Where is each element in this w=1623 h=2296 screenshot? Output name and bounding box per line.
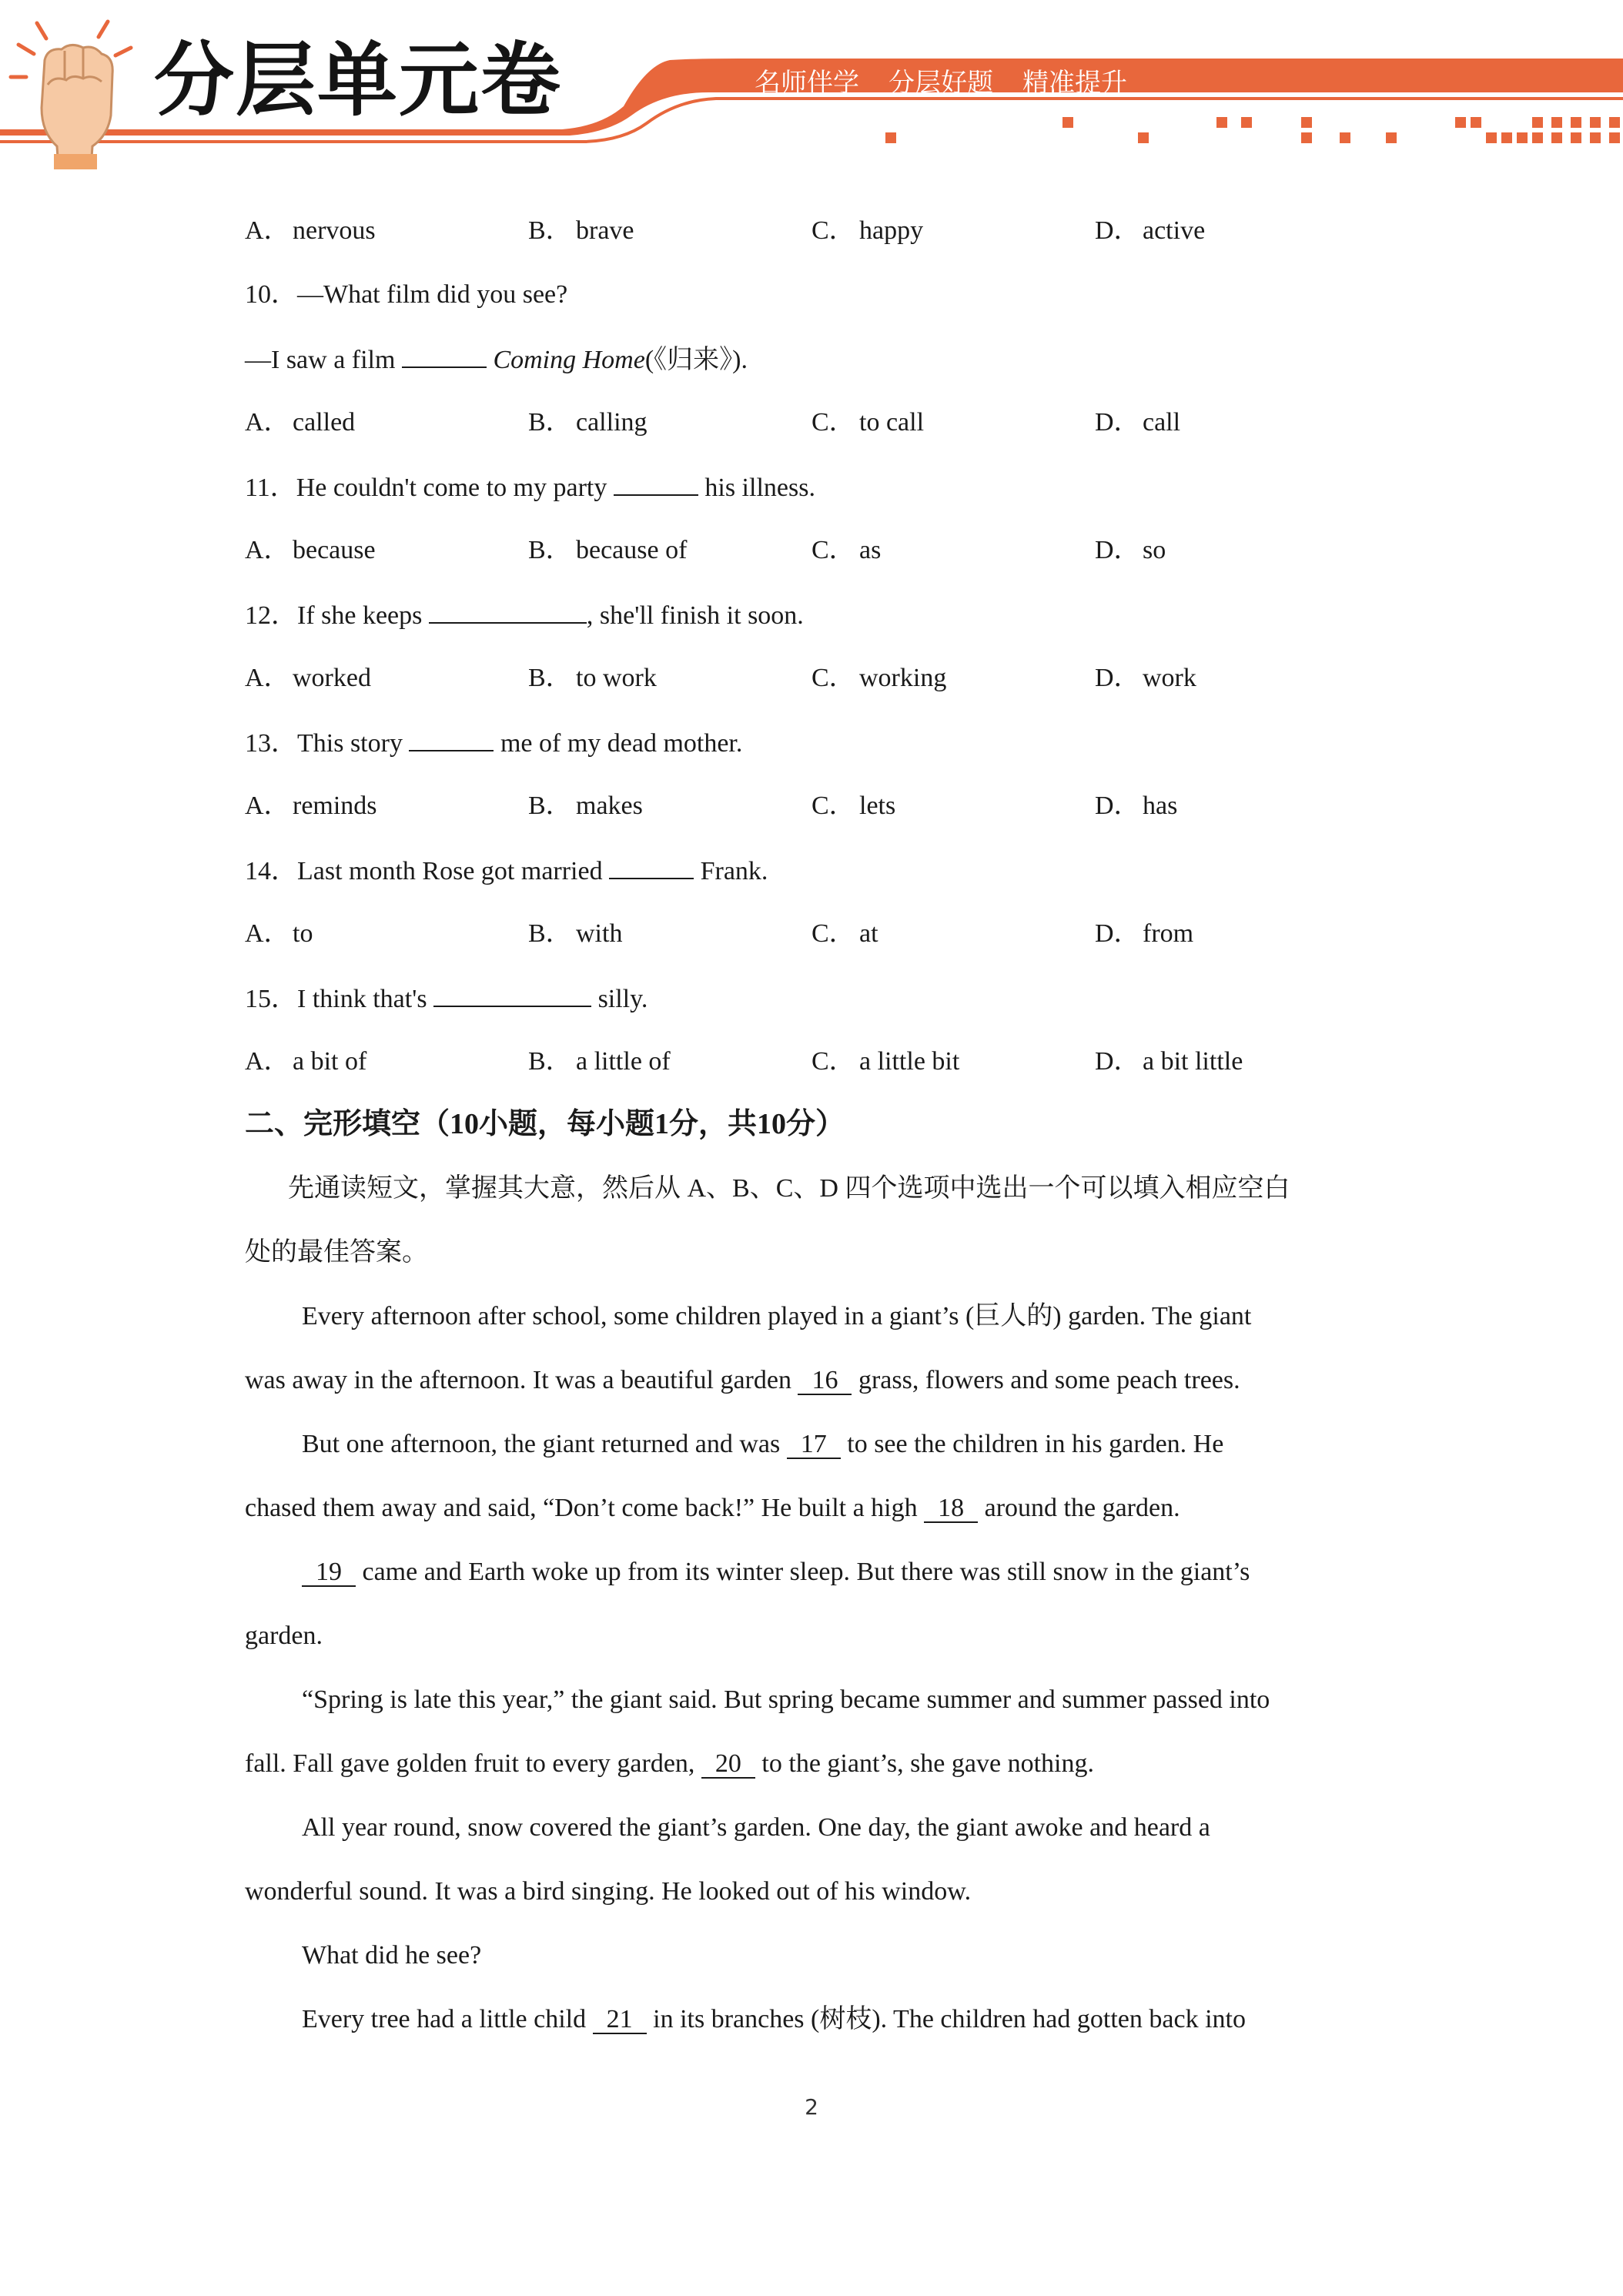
option-b[interactable]: B． because of (528, 536, 688, 564)
cloze-blank-17[interactable]: 17 (787, 1431, 841, 1459)
option-d[interactable]: D． has (1095, 792, 1178, 820)
passage-line: Every afternoon after school, some children played in a giant’s (巨人的) garden. The giant (302, 1302, 1252, 1330)
passage-line: But one afternoon, the giant returned and was 17 to see the children in his garden. He (302, 1430, 1224, 1458)
option-b[interactable]: B． makes (528, 792, 643, 820)
slogan-item: 名师伴学 (755, 67, 859, 99)
option-a[interactable]: A． nervous (245, 216, 376, 245)
answer-blank[interactable] (429, 599, 587, 624)
brand-title: 分层单元卷 (154, 33, 563, 127)
option-a[interactable]: A． worked (245, 664, 371, 692)
option-b[interactable]: B． a little of (528, 1047, 671, 1076)
option-c[interactable]: C． lets (812, 792, 896, 820)
passage-line: wonderful sound. It was a bird singing. He looked out of his window. (245, 1877, 972, 1906)
passage-line: fall. Fall gave golden fruit to every garden, 20 to the giant’s, she gave nothing. (245, 1749, 1094, 1778)
option-b[interactable]: B． brave (528, 216, 634, 245)
cloze-blank-20[interactable]: 20 (701, 1751, 755, 1779)
passage-line: Every tree had a little child 21 in its branches (树枝). The children had gotten back into (302, 2005, 1246, 2033)
question-13-stem: 13．This story me of my dead mother. (245, 727, 742, 759)
section-heading: 二、完形填空（10小题，每小题1分，共10分） (245, 1108, 845, 1140)
option-d[interactable]: D． a bit little (1095, 1047, 1243, 1076)
option-b[interactable]: B． with (528, 919, 623, 948)
option-d[interactable]: D． so (1095, 536, 1166, 564)
option-c[interactable]: C． to call (812, 408, 925, 437)
question-12-stem: 12．If she keeps , she'll finish it soon. (245, 599, 804, 631)
passage-line: was away in the afternoon. It was a beautiful garden 16 grass, flowers and some peach trees. (245, 1366, 1240, 1394)
cloze-blank-21[interactable]: 21 (593, 2006, 647, 2034)
decorative-squares (885, 117, 1620, 143)
option-d[interactable]: D． active (1095, 216, 1206, 245)
option-a[interactable]: A． reminds (245, 792, 377, 820)
header-banner (0, 0, 1623, 169)
option-c[interactable]: C． as (812, 536, 882, 564)
passage-line: 19 came and Earth woke up from its winter sleep. But there was still snow in the giant’s (302, 1557, 1250, 1588)
answer-blank[interactable] (433, 982, 591, 1007)
question-11-stem: 11．He couldn't come to my party his illness. (245, 471, 815, 504)
option-a[interactable]: A． a bit of (245, 1047, 367, 1076)
option-d[interactable]: D． call (1095, 408, 1181, 437)
page-number: 2 (805, 2094, 818, 2120)
question-10-stem: 10．—What film did you see? (245, 280, 568, 309)
section-instruction: 先通读短文，掌握其大意，然后从 A、B、C、D 四个选项中选出一个可以填入相应空白 (288, 1174, 1290, 1203)
answer-blank[interactable] (609, 855, 694, 879)
option-a[interactable]: A． to (245, 919, 313, 948)
fist-icon (11, 22, 131, 169)
passage-line: chased them away and said, “Don’t come back!” He built a high 18 around the garden. (245, 1494, 1180, 1522)
question-14-stem: 14．Last month Rose got married Frank. (245, 855, 768, 887)
film-title: Coming Home (493, 346, 645, 374)
answer-blank[interactable] (614, 471, 698, 496)
option-b[interactable]: B． to work (528, 664, 657, 692)
cloze-blank-16[interactable]: 16 (798, 1367, 852, 1395)
option-c[interactable]: C． working (812, 664, 947, 692)
passage-line: “Spring is late this year,” the giant said. But spring became summer and summer passed into (302, 1685, 1270, 1714)
question-15-stem: 15．I think that's silly. (245, 982, 648, 1015)
answer-blank[interactable] (409, 727, 494, 751)
passage-line: All year round, snow covered the giant’s garden. One day, the giant awoke and heard a (302, 1813, 1210, 1842)
passage-line: What did he see? (302, 1941, 482, 1970)
slogan-item: 分层好题 (888, 67, 993, 99)
option-d[interactable]: D． from (1095, 919, 1194, 948)
option-b[interactable]: B． calling (528, 408, 648, 437)
option-a[interactable]: A． called (245, 408, 356, 437)
cloze-blank-18[interactable]: 18 (924, 1495, 978, 1523)
section-instruction-cont: 处的最佳答案。 (245, 1238, 428, 1267)
question-10-answer-line: —I saw a film Coming Home(《归来》). (245, 343, 748, 376)
slogan-item: 精准提升 (1022, 67, 1127, 99)
option-d[interactable]: D． work (1095, 664, 1196, 692)
answer-blank[interactable] (402, 343, 487, 368)
option-c[interactable]: C． happy (812, 216, 924, 245)
cloze-blank-19[interactable]: 19 (302, 1559, 356, 1587)
option-c[interactable]: C． a little bit (812, 1047, 960, 1076)
option-c[interactable]: C． at (812, 919, 878, 948)
option-a[interactable]: A． because (245, 536, 376, 564)
slogan (755, 59, 1127, 102)
passage-line: garden. (245, 1622, 323, 1650)
